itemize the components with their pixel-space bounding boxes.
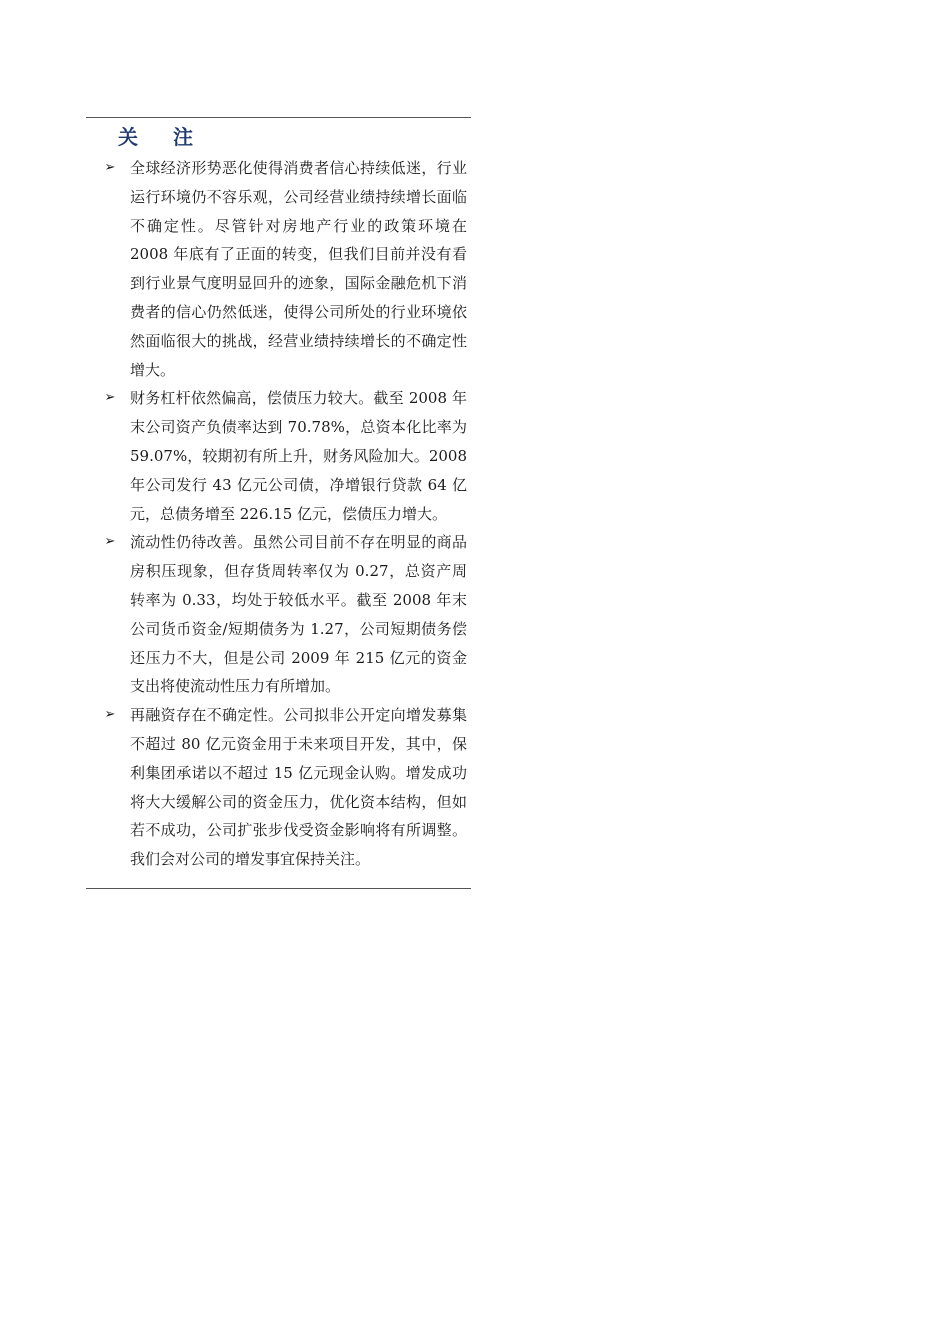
list-item-text: 全球经济形势恶化使得消费者信心持续低迷，行业运行环境仍不容乐观，公司经营业绩持续增长面临不确定性。尽管针对房地产行业的政策环境在 2008 年底有了正面的转变，但我们目前并没有看到行业景气度明显回升的迹象，国际金融危机下消费者的信心仍然低迷，使得公司所处的行业环境依然面临很大的挑战，经营业绩持续增长的不确定性增大。 bbox=[130, 159, 467, 379]
list-item-text: 流动性仍待改善。虽然公司目前不存在明显的商品房积压现象，但存货周转率仅为 0.27，总资产周转率为 0.33，均处于较低水平。截至 2008 年末公司货币资金/短期债务为 1.27，公司短期债务偿还压力不大，但是公司 2009 年 215 亿元的资金支出将使流动性压力有所增加。 bbox=[130, 533, 467, 696]
list-item bbox=[100, 528, 467, 701]
list-item-text: 再融资存在不确定性。公司拟非公开定向增发募集不超过 80 亿元资金用于未来项目开发，其中，保利集团承诺以不超过 15 亿元现金认购。增发成功将大大缓解公司的资金压力，优化资本结构，但如若不成功，公司扩张步伐受资金影响将有所调整。我们会对公司的增发事宜保持关注。 bbox=[130, 706, 467, 869]
arrow-bullet-icon: ➢ bbox=[104, 160, 116, 175]
arrow-bullet-icon: ➢ bbox=[104, 707, 116, 723]
arrow-bullet-icon: ➢ bbox=[104, 534, 116, 550]
list-item bbox=[100, 154, 467, 384]
arrow-bullet-icon: ➢ bbox=[104, 390, 116, 406]
list-item bbox=[100, 701, 467, 874]
list-item bbox=[100, 384, 467, 528]
attention-list bbox=[100, 154, 467, 874]
list-item-text: 财务杠杆依然偏高，偿债压力较大。截至 2008 年末公司资产负债率达到 70.78%，总资本化比率为 59.07%，较期初有所上升，财务风险加大。2008 年公司发行 43 亿元公司债，净增银行贷款 64 亿元，总债务增至 226.15 亿元，偿债压力增大。 bbox=[130, 389, 467, 523]
attention-panel bbox=[86, 117, 471, 889]
section-heading: 关 注 bbox=[118, 125, 207, 149]
